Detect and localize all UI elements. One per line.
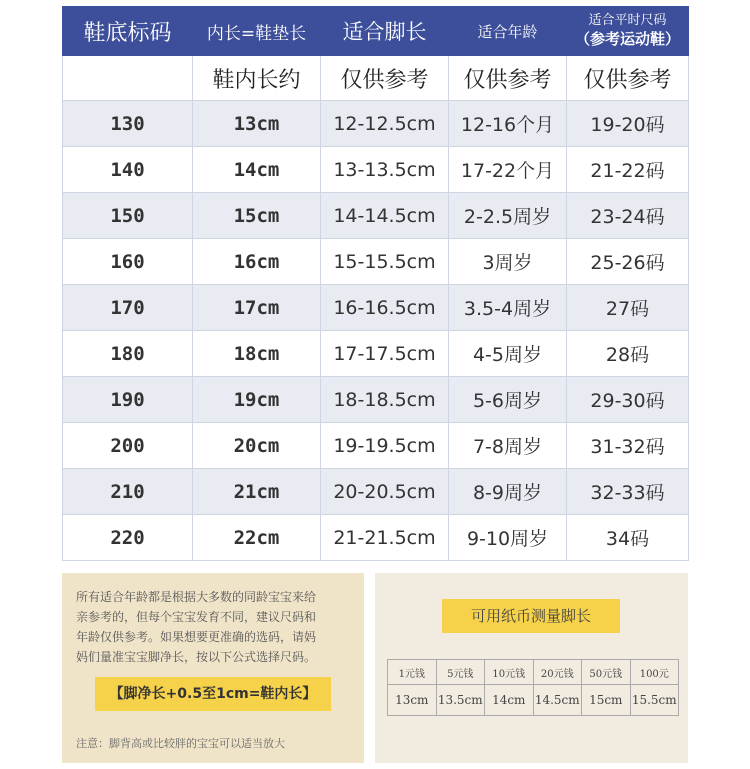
table-row bbox=[63, 469, 689, 515]
inner-length-cell: 20cm bbox=[193, 423, 321, 469]
size-formula: 【脚净长+0.5至1cm=鞋内长】 bbox=[95, 677, 331, 711]
regular-size-cell: 31-32码 bbox=[567, 423, 689, 469]
foot-length-cell: 19-19.5cm bbox=[321, 423, 449, 469]
subheader-foot: 仅供参考 bbox=[321, 56, 449, 101]
regular-size-cell: 25-26码 bbox=[567, 239, 689, 285]
banknote-length-cell: 15cm bbox=[582, 685, 631, 716]
sole-code-cell: 210 bbox=[63, 469, 193, 515]
foot-length-cell: 21-21.5cm bbox=[321, 515, 449, 561]
inner-length-cell: 14cm bbox=[193, 147, 321, 193]
header-regular-size-line2: （参考运动鞋） bbox=[574, 30, 680, 48]
age-cell: 9-10周岁 bbox=[449, 515, 567, 561]
age-cell: 8-9周岁 bbox=[449, 469, 567, 515]
age-cell: 5-6周岁 bbox=[449, 377, 567, 423]
regular-size-cell: 19-20码 bbox=[567, 101, 689, 147]
subheader-row bbox=[63, 56, 689, 101]
sole-code-cell: 170 bbox=[63, 285, 193, 331]
table-row bbox=[63, 101, 689, 147]
age-cell: 7-8周岁 bbox=[449, 423, 567, 469]
inner-length-cell: 19cm bbox=[193, 377, 321, 423]
banknote-name-cell: 20元钱 bbox=[533, 660, 582, 685]
sole-code-cell: 150 bbox=[63, 193, 193, 239]
header-regular-size-line1: 适合平时尺码 bbox=[588, 13, 667, 28]
header-inner-length: 内长=鞋垫长 bbox=[193, 7, 321, 56]
banknote-name-cell: 5元钱 bbox=[436, 660, 485, 685]
age-cell: 3.5-4周岁 bbox=[449, 285, 567, 331]
note-line: 妈们量准宝宝脚净长，按以下公式选择尺码。 bbox=[76, 650, 317, 664]
age-cell: 3周岁 bbox=[449, 239, 567, 285]
header-sole-code: 鞋底标码 bbox=[63, 7, 193, 56]
age-cell: 12-16个月 bbox=[449, 101, 567, 147]
inner-length-cell: 16cm bbox=[193, 239, 321, 285]
note-line: 所有适合年龄都是根据大多数的同龄宝宝来给 bbox=[76, 590, 317, 604]
note-line: 年龄仅供参考。如果想要更准确的选码，请妈 bbox=[76, 630, 317, 644]
inner-length-cell: 18cm bbox=[193, 331, 321, 377]
regular-size-cell: 28码 bbox=[567, 331, 689, 377]
header-regular-size bbox=[567, 7, 689, 56]
age-note-text bbox=[76, 587, 356, 667]
foot-length-cell: 14-14.5cm bbox=[321, 193, 449, 239]
inner-length-cell: 21cm bbox=[193, 469, 321, 515]
banknote-name-cell: 10元钱 bbox=[485, 660, 534, 685]
banknote-name-cell: 100元 bbox=[630, 660, 679, 685]
banknote-name-cell: 50元钱 bbox=[582, 660, 631, 685]
inner-length-cell: 15cm bbox=[193, 193, 321, 239]
subheader-age: 仅供参考 bbox=[449, 56, 567, 101]
regular-size-cell: 23-24码 bbox=[567, 193, 689, 239]
regular-size-cell: 34码 bbox=[567, 515, 689, 561]
foot-length-cell: 18-18.5cm bbox=[321, 377, 449, 423]
header-row bbox=[63, 7, 689, 56]
age-cell: 2-2.5周岁 bbox=[449, 193, 567, 239]
banknote-name-row bbox=[388, 660, 679, 685]
age-cell: 17-22个月 bbox=[449, 147, 567, 193]
header-age: 适合年龄 bbox=[449, 7, 567, 56]
foot-length-cell: 20-20.5cm bbox=[321, 469, 449, 515]
regular-size-cell: 27码 bbox=[567, 285, 689, 331]
subheader-inner: 鞋内长约 bbox=[193, 56, 321, 101]
banknote-length-cell: 14cm bbox=[485, 685, 534, 716]
foot-length-cell: 15-15.5cm bbox=[321, 239, 449, 285]
table-row bbox=[63, 515, 689, 561]
regular-size-cell: 32-33码 bbox=[567, 469, 689, 515]
subheader-empty bbox=[63, 56, 193, 101]
header-foot-length: 适合脚长 bbox=[321, 7, 449, 56]
table-row bbox=[63, 331, 689, 377]
sole-code-cell: 200 bbox=[63, 423, 193, 469]
regular-size-cell: 21-22码 bbox=[567, 147, 689, 193]
age-note-panel bbox=[62, 573, 364, 763]
inner-length-cell: 22cm bbox=[193, 515, 321, 561]
banknote-name-cell: 1元钱 bbox=[388, 660, 437, 685]
age-cell: 4-5周岁 bbox=[449, 331, 567, 377]
sole-code-cell: 190 bbox=[63, 377, 193, 423]
inner-length-cell: 13cm bbox=[193, 101, 321, 147]
foot-length-cell: 13-13.5cm bbox=[321, 147, 449, 193]
regular-size-cell: 29-30码 bbox=[567, 377, 689, 423]
banknote-length-cell: 13cm bbox=[388, 685, 437, 716]
sole-code-cell: 220 bbox=[63, 515, 193, 561]
inner-length-cell: 17cm bbox=[193, 285, 321, 331]
table-row bbox=[63, 285, 689, 331]
table-row bbox=[63, 147, 689, 193]
table-row bbox=[63, 423, 689, 469]
note-line: 亲参考的，但每个宝宝发育不同，建议尺码和 bbox=[76, 610, 317, 624]
sole-code-cell: 160 bbox=[63, 239, 193, 285]
subheader-size: 仅供参考 bbox=[567, 56, 689, 101]
table-row bbox=[63, 193, 689, 239]
sole-code-cell: 130 bbox=[63, 101, 193, 147]
banknote-length-cell: 14.5cm bbox=[533, 685, 582, 716]
shoe-size-table bbox=[62, 6, 689, 561]
banknote-length-table bbox=[387, 659, 679, 716]
banknote-length-row bbox=[388, 685, 679, 716]
table-row bbox=[63, 377, 689, 423]
foot-length-cell: 17-17.5cm bbox=[321, 331, 449, 377]
banknote-length-cell: 15.5cm bbox=[630, 685, 679, 716]
banknote-length-cell: 13.5cm bbox=[436, 685, 485, 716]
caution-note: 注意：脚背高或比较胖的宝宝可以适当放大 bbox=[76, 737, 285, 750]
table-row bbox=[63, 239, 689, 285]
sole-code-cell: 180 bbox=[63, 331, 193, 377]
banknote-measure-title: 可用纸币测量脚长 bbox=[442, 599, 620, 633]
banknote-measure-panel bbox=[375, 573, 688, 763]
foot-length-cell: 16-16.5cm bbox=[321, 285, 449, 331]
foot-length-cell: 12-12.5cm bbox=[321, 101, 449, 147]
sole-code-cell: 140 bbox=[63, 147, 193, 193]
